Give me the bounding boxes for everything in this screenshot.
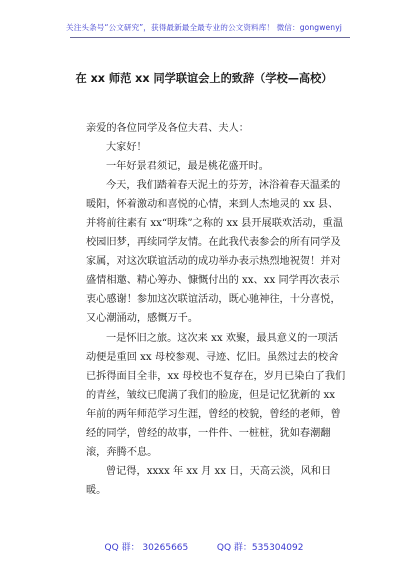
document-title: 在 xx 师范 xx 同学联谊会上的致辞（学校—高校） bbox=[75, 72, 333, 85]
paragraph-3: 一是怀旧之旅。这次来 xx 欢聚，最具意义的一项活动便是重回 xx 母校参观、寻迹、忆旧。虽然过去的校舍已拆得面目全非，xx 母校也不复存在，岁月已染白了我们的青丝，皱纹已爬满了我们的脸庞，但是记忆犹新的 xx 年前的两年师范学习生涯，曾经的校貌，曾经的老师，曾经的同学，曾经的故事，一件件、一桩桩，犹如春潮翻滚，奔腾不息。 bbox=[86, 332, 346, 458]
header-divider bbox=[70, 37, 350, 38]
footer-contact bbox=[0, 540, 408, 553]
footer-qq-1: QQ 群： 30265665 bbox=[104, 543, 189, 553]
footer-qq-2: QQ 群：535304092 bbox=[216, 543, 304, 553]
paragraph-1: 一年好景君须记，最是桃花盛开时。 bbox=[106, 161, 269, 173]
header-note: 关注头条号“公文研究”，获得最新最全最专业的公文资料库！ 微信：gongwenyj bbox=[66, 23, 342, 32]
paragraph-4: 曾记得，xxxx 年 xx 月 xx 日，天高云淡，风和日暖。 bbox=[86, 465, 332, 496]
paragraph-2: 今天，我们踏着春天泥土的芬芳，沐浴着春天温柔的暖阳，怀着激动和喜悦的心情，来到人杰地灵的 xx 县、并将前往素有 xx“明珠”之称的 xx 县开展联欢活动，重温校园旧梦，再续同学友情。在此我代表参会的所有同学及家属，对这次联谊活动的成功举办表示热烈地祝贺！并对盛情相邀、精心筹办、慷慨付出的 xx、xx 同学再次表示衷心感谢！参加这次联谊活动，既心驰神往，十分喜悦，又心潮涌动，感慨万千。 bbox=[86, 180, 344, 325]
salutation: 亲爱的各位同学及各位夫君、夫人： bbox=[86, 123, 249, 134]
greeting: 大家好！ bbox=[106, 142, 147, 154]
document-body bbox=[86, 119, 348, 500]
